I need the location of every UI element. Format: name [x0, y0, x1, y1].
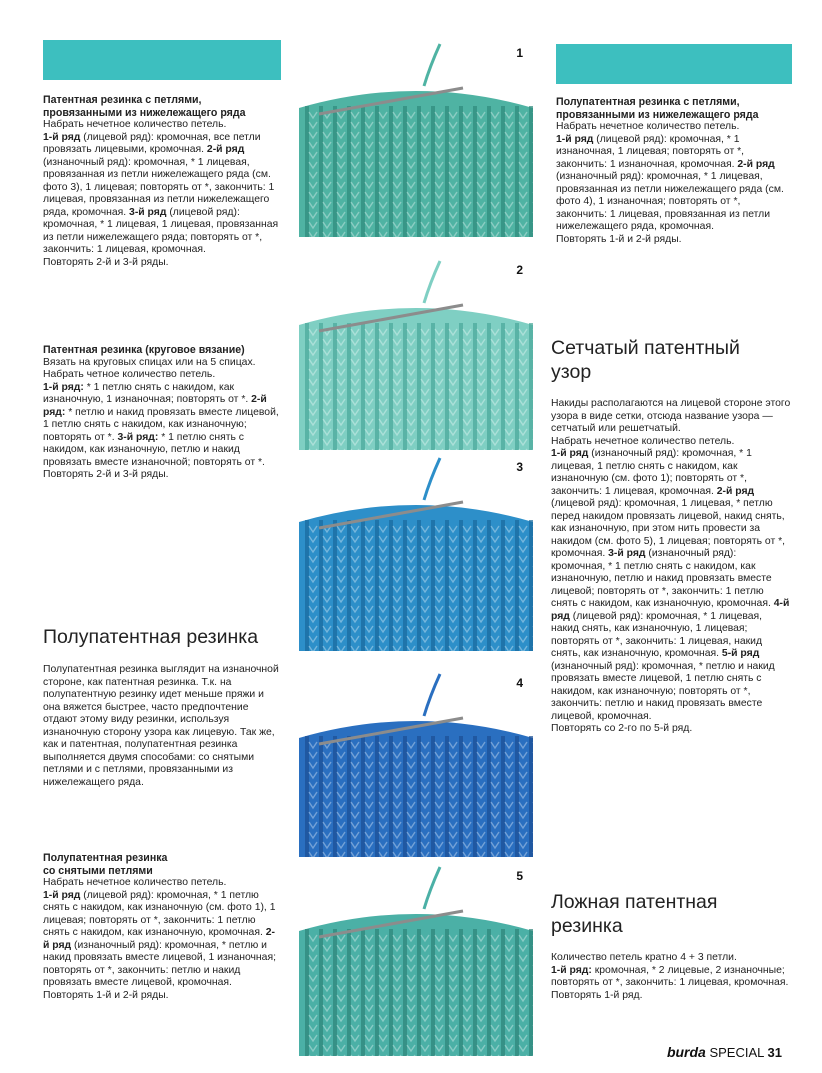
row-instructions: 1-й ряд: кромочная, * 2 лицевые, 2 изнаночные; повторять от *, закончить: 1 лицевая, кромочная. [551, 964, 789, 988]
section-title: Патентная резинка с петлями, провязанными из нижележащего ряда [43, 94, 246, 119]
photo-number: 1 [516, 46, 523, 60]
section-patent-rib-circular [43, 344, 281, 482]
row-instructions: 1-й ряд (лицевой ряд): кромочная, * 1 петлю снять с накидом, как изнаночную (см. фото 1), 1 лицевая; повторять от *, закончить: 1 петлю снять с накидом, как изнаночную, кромочная. 2-й ряд (изнаночный ряд): кромочная, * петлю и накид провязать вместе лицевой, 1 изнаночная; повторять от *, закончить: петлю и накид провязать вместе лицевой, кромочная. [43, 889, 276, 988]
section-patent-rib-lower-row [43, 94, 281, 269]
knit-swatch-photo-1 [299, 41, 533, 237]
knit-swatch-photo-4 [299, 671, 533, 857]
row-instructions: 1-й ряд (лицевой ряд): кромочная, * 1 изнаночная, 1 лицевая; повторять от *, закончить: 1 изнаночная, кромочная. 2-й ряд (изнаночный ряд): кромочная, * 1 лицевая, провязанная из петли нижележащего ряда (см. фото 4), 1 изнаночная; повторять от *, закончить: 1 лицевая, провязанная из петли нижележащего ряда, кромочная. [556, 133, 784, 232]
repeat-note: Повторять 1-й и 2-й ряды. [556, 233, 682, 245]
accent-bar-left [43, 40, 281, 80]
section-subtitle: со снятыми петлями [43, 864, 153, 877]
row-instructions: 1-й ряд (лицевой ряд): кромочная, все петли провязать лицевыми, кромочная. 2-й ряд (изнаночный ряд): кромочная, * 1 лицевая, провязанная из петли нижележащего ряда (см. фото 3), 1 лицевая; повторять от *, закончить: 1 лицевая, провязанная из петли нижележащего ряда, кромочная. 3-й ряд (лицевой ряд): кромочная, * 1 лицевая, 1 лицевая, провязанная из петли нижележащего ряда; повторять от *, закончить: 1 лицевая, кромочная. [43, 131, 279, 255]
needles-note: Вязать на круговых спицах или на 5 спицах. [43, 356, 256, 368]
cast-on-note: Набрать нечетное количество петель. [43, 877, 227, 888]
knit-swatch-photo-2 [299, 258, 533, 450]
knit-swatch-illustration [299, 258, 533, 450]
cast-on-note: Набрать нечетное количество петель. [556, 121, 740, 132]
stitch-multiple-note: Количество петель кратно 4 + 3 петли. [551, 952, 737, 963]
knit-swatch-illustration [299, 455, 533, 651]
section-false-patent-rib [551, 952, 792, 1002]
repeat-note: Повторять 2-й и 3-й ряды. [43, 256, 169, 268]
knit-swatch-photo-3 [299, 455, 533, 651]
repeat-note: Повторять 1-й ряд. [551, 989, 643, 1001]
cast-on-note: Набрать нечетное количество петель. [43, 119, 227, 130]
knit-swatch-illustration [299, 41, 533, 237]
pattern-intro: Накиды располагаются на лицевой стороне этого узора в виде сетки, отсюда название узора — сетчатый или решетчатый. [551, 398, 791, 434]
knit-swatch-photo-5 [299, 864, 533, 1056]
section-mesh-patent-pattern [551, 398, 792, 736]
photo-number: 2 [516, 263, 523, 277]
section-half-patent-slipped [43, 852, 281, 1002]
repeat-note: Повторять со 2-го по 5-й ряд. [551, 723, 693, 734]
repeat-note: Повторять 2-й и 3-й ряды. [43, 469, 169, 480]
cast-on-note: Набрать нечетное количество петель. [551, 435, 735, 447]
page-number: 31 [767, 1045, 782, 1060]
heading-half-patent-rib: Полупатентная резинка [43, 626, 259, 648]
row-instructions: 1-й ряд (изнаночный ряд): кромочная, * 1 лицевая, 1 петлю снять с накидом, как изнаночную (см. фото 1); повторять от *, закончить: 1 лицевая, кромочная. 2-й ряд (лицевой ряд): кромочная, 1 лицевая, * петлю перед накидом провязать лицевой, накид снять, как изнаночную, при этом нить провести за накидом (см. фото 5), 1 лицевая; повторять от *, кромочная. 3-й ряд (изнаночный ряд): кромочная, * 1 петлю снять с накидом, как изнаночную, петлю и накид провязать вместе лицевой; повторять от *, закончить: 1 петлю снять с накидом, как изнаночную, кромочная. 4-й ряд (лицевой ряд): кромочная, * 1 лицевая, накид снять, как изнаночную, 1 лицевая; повторять от *, закончить: 1 лицевая, накид снять, как изнаночную, кромочная. 5-й ряд (изнаночный ряд): кромочная, * петлю и накид провязать вместе лицевой, 1 петлю снять с накидом, как изнаночную; повторять от *, закончить: петлю и накид провязать вместе лицевой, кромочная. [551, 448, 790, 722]
section-title: Полупатентная резинка с петлями, провязанными из нижележащего ряда [556, 96, 759, 121]
magazine-brand: burda [666, 1044, 706, 1060]
knit-swatch-illustration [299, 671, 533, 857]
section-title: Полупатентная резинка [43, 852, 168, 864]
page-footer [667, 1044, 782, 1060]
photo-number: 3 [516, 460, 523, 474]
photo-number: 4 [516, 676, 523, 690]
repeat-note: Повторять 1-й и 2-й ряды. [43, 989, 169, 1001]
heading-false-patent-rib: Ложная патентная резинка [551, 891, 718, 937]
section-half-patent-lower-row [556, 96, 792, 246]
heading-mesh-patent-pattern: Сетчатый патентный узор [551, 337, 740, 383]
cast-on-note: Набрать четное количество петель. [43, 369, 216, 380]
half-patent-description: Полупатентная резинка выглядит на изнаночной стороне, как патентная резинка. Т.к. на полупатентную резинку идет меньше пряжи и она вяжется быстрее, часто предпочтение отдают этому виду резинки, используя изнаночную сторону узора как лицевую. Так же, как и патентная, полупатентная резинка выполняется двумя способами: со снятыми петлями и с петлями, провязанными из нижележащего ряда. [43, 664, 279, 788]
magazine-edition: SPECIAL [709, 1045, 764, 1060]
accent-bar-right [556, 44, 792, 84]
row-instructions: 1-й ряд: * 1 петлю снять с накидом, как изнаночную, 1 изнаночная; повторять от *. 2-й ряд: * петлю и накид провязать вместе лицевой, 1 петлю снять с накидом, как изнаночную; повторять от *. 3-й ряд: * 1 петлю снять с накидом, как изнаночную, петлю и накид провязать вместе изнаночной; повторять от *. [43, 381, 279, 468]
section-title: Патентная резинка (круговое вязание) [43, 344, 245, 356]
knit-swatch-illustration [299, 864, 533, 1056]
photo-number: 5 [516, 869, 523, 883]
